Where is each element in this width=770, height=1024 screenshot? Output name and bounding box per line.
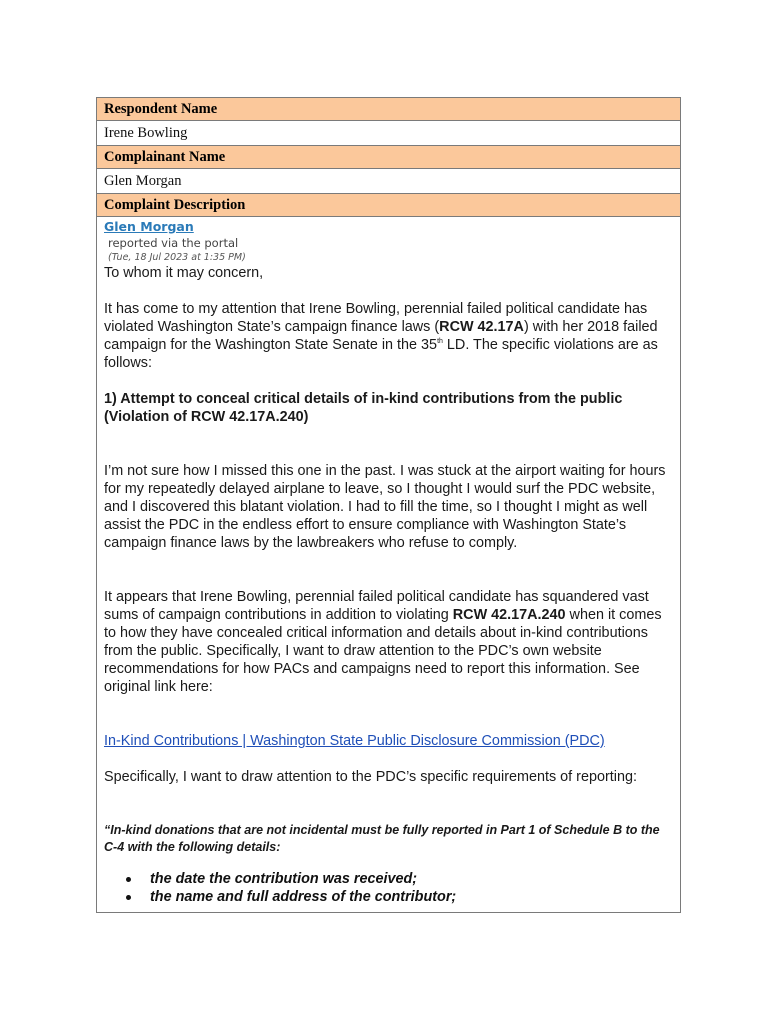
bullet-icon bbox=[126, 877, 131, 882]
paragraph-3 bbox=[104, 588, 672, 696]
list-item-text: the date the contribution was received; bbox=[150, 871, 418, 887]
pdc-in-kind-contributions-link[interactable]: In-Kind Contributions | Washington State Public Disclosure Commission (PDC) bbox=[104, 733, 605, 749]
list-item bbox=[104, 888, 672, 906]
paragraph-1 bbox=[104, 300, 672, 372]
reported-via-text: reported via the portal bbox=[108, 236, 239, 250]
requirements-list bbox=[104, 870, 672, 906]
list-item-text: the name and full address of the contributor; bbox=[150, 889, 457, 905]
paragraph-1-part-b: ) with her 2018 failed campaign for the Washington State Senate in the 35 bbox=[104, 319, 658, 353]
paragraph-3-part-b: when it comes to how they have concealed critical information and details about in-kind contributions from the public. Specifically, I want to draw attention to the PDC’s own website recommendations for how PACs and campaigns need to report this information. See original link here: bbox=[104, 607, 662, 695]
reporter-name-link[interactable]: Glen Morgan bbox=[104, 219, 194, 234]
list-item bbox=[104, 870, 672, 888]
complaint-form-table bbox=[96, 97, 681, 913]
greeting: To whom it may concern, bbox=[104, 265, 264, 281]
respondent-name-value: Irene Bowling bbox=[97, 121, 680, 146]
respondent-name-header: Respondent Name bbox=[97, 98, 680, 121]
report-timestamp: (Tue, 18 Jul 2023 at 1:35 PM) bbox=[108, 252, 246, 263]
complaint-description-body bbox=[97, 217, 680, 912]
quoted-requirements: “In-kind donations that are not incidental must be fully reported in Part 1 of Schedule B to the C-4 with the following details: bbox=[104, 823, 660, 854]
complainant-name-header: Complainant Name bbox=[97, 146, 680, 169]
ordinal-suffix: th bbox=[437, 338, 443, 346]
paragraph-1-part-c: LD. The specific violations are as follows: bbox=[104, 337, 658, 371]
law-citation: RCW 42.17A bbox=[439, 319, 524, 335]
complaint-description-header: Complaint Description bbox=[97, 194, 680, 217]
complainant-name-value: Glen Morgan bbox=[97, 169, 680, 194]
paragraph-2: I’m not sure how I missed this one in the past. I was stuck at the airport waiting for hours for my repeatedly delayed airplane to leave, so I thought I would surf the PDC website, and I discovered this blatant violation. I had to fill the time, so I thought I might as well assist the PDC in the endless effort to ensure compliance with Washington State’s campaign finance laws by the lawbreakers who refuse to comply. bbox=[104, 463, 666, 551]
paragraph-3-part-a: It appears that Irene Bowling, perennial failed political candidate has squandered vast sums of campaign contributions in addition to violating bbox=[104, 589, 649, 623]
paragraph-1-part-a: It has come to my attention that Irene Bowling, perennial failed political candidate has violated Washington State’s campaign finance laws ( bbox=[104, 301, 648, 335]
violation-heading-1: 1) Attempt to conceal critical details of in-kind contributions from the public (Violation of RCW 42.17A.240) bbox=[104, 391, 623, 425]
paragraph-4: Specifically, I want to draw attention to the PDC’s specific requirements of reporting: bbox=[104, 769, 637, 785]
law-citation-2: RCW 42.17A.240 bbox=[452, 607, 566, 623]
bullet-icon bbox=[126, 895, 131, 900]
